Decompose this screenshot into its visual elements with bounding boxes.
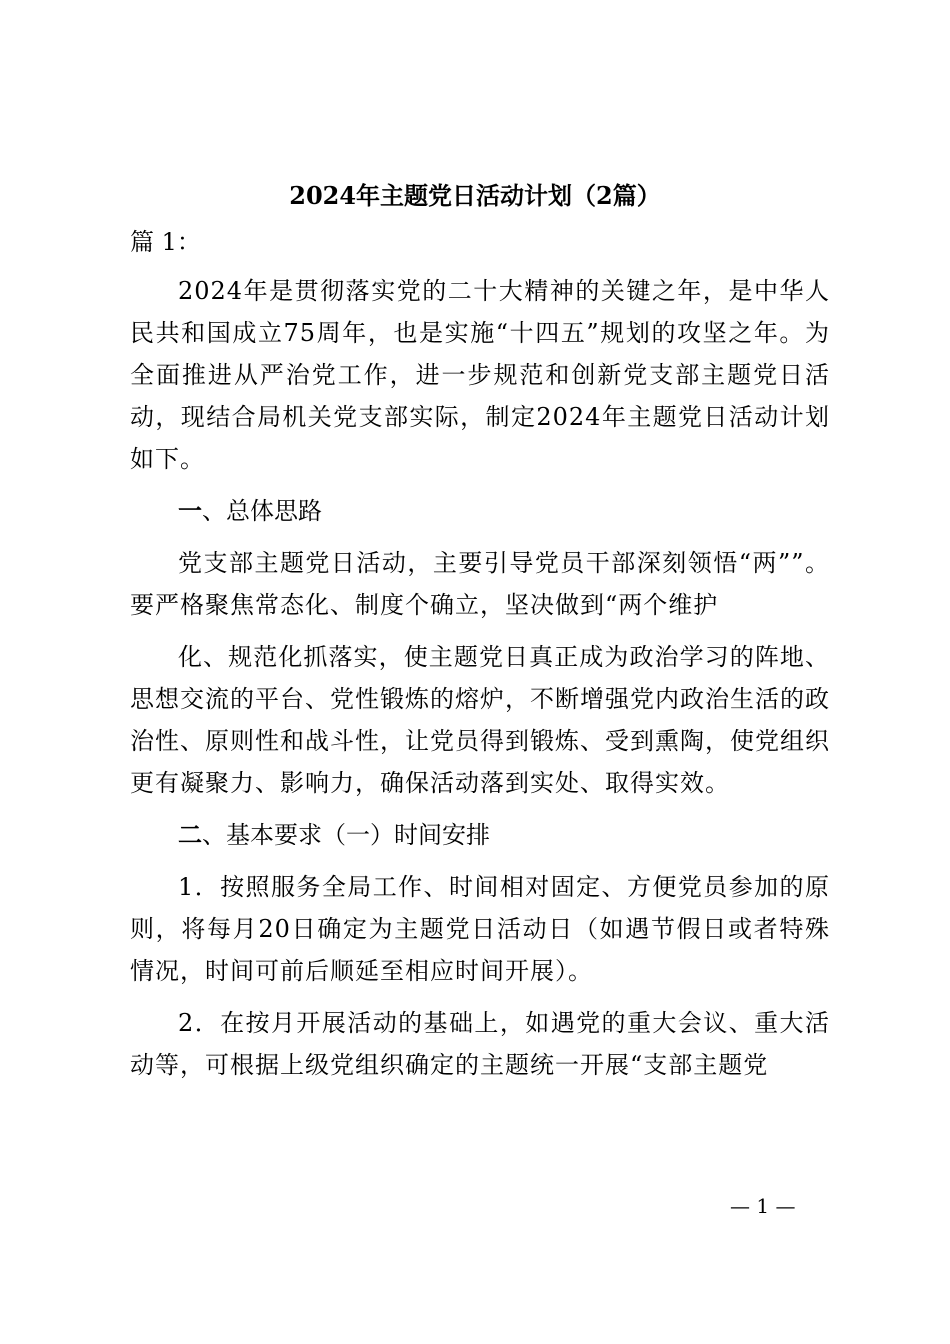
- list-item-2: 2．在按月开展活动的基础上，如遇党的重大会议、重大活动等，可根据上级党组织确定的主题统一开展“支部主题党: [130, 1009, 830, 1079]
- document-body: [130, 270, 830, 1086]
- piece-label: 篇 1：: [130, 228, 201, 256]
- section-title-2: 、基本要求（一）时间安排: [202, 821, 490, 849]
- document-title: 2024年主题党日活动计划（2篇）: [289, 181, 661, 210]
- intro-paragraph: 2024年是贯彻落实党的二十大精神的关键之年，是中华人民共和国成立75周年，也是实施“十四五”规划的攻坚之年。为全面推进从严治党工作，进一步规范和创新党支部主题党日活动，现结合局机关党支部实际，制定2024年主题党日活动计划如下。: [130, 277, 830, 473]
- section1-paragraph-2: 化、规范化抓落实，使主题党日真正成为政治学习的阵地、思想交流的平台、党性锻炼的熔炉，不断增强党内政治生活的政治性、原则性和战斗性，让党员得到锻炼、受到熏陶，使党组织更有凝聚力、影响力，确保活动落到实处、取得实效。: [130, 643, 830, 797]
- section-number-1: 一: [178, 496, 202, 525]
- section-title-1: 、总体思路: [202, 497, 322, 525]
- section1-paragraph-1: 党支部主题党日活动，主要引导党员干部深刻领悟“两””。要严格聚焦常态化、制度个确立，坚决做到“两个维护: [130, 549, 830, 619]
- section-heading-2: [130, 814, 830, 856]
- list-item-1: 1．按照服务全局工作、时间相对固定、方便党员参加的原则，将每月20日确定为主题党日活动日（如遇节假日或者特殊情况，时间可前后顺延至相应时间开展）。: [130, 873, 830, 985]
- page-number: — 1 —: [730, 1194, 796, 1218]
- section-heading-1: [130, 490, 830, 532]
- section-number-2: 二: [178, 820, 202, 849]
